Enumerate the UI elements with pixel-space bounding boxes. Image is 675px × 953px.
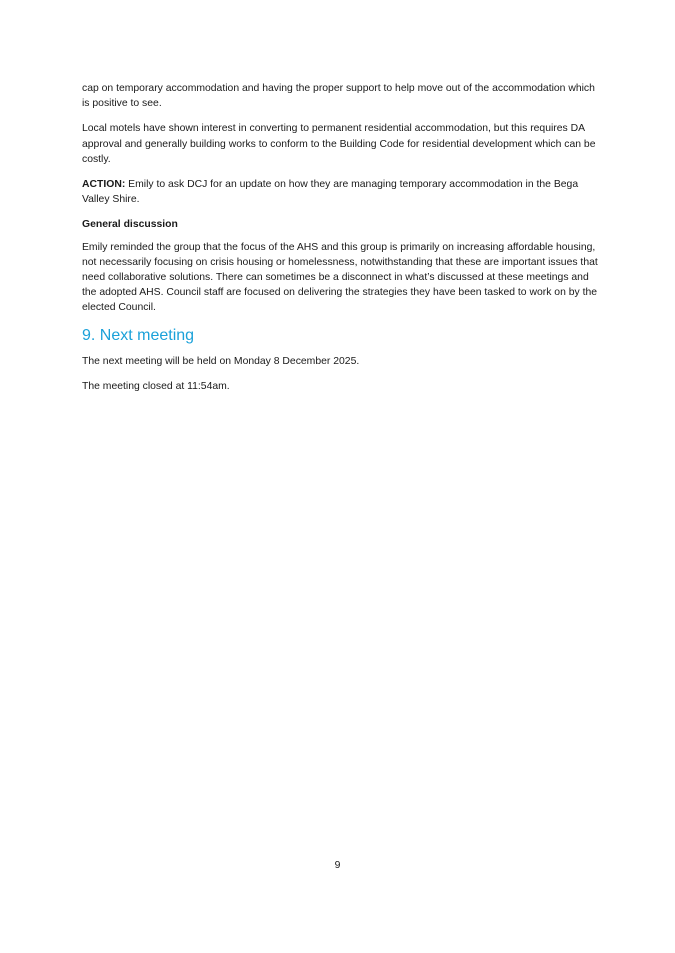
paragraph-local-motels: Local motels have shown interest in converting to permanent residential accommodation, but this requires DA approval and generally building works to conform to the Building Code for residential development which can be costly.	[82, 123, 596, 165]
page-number: 9	[334, 860, 341, 871]
paragraph-meeting-closed: The meeting closed at 11:54am.	[82, 380, 230, 392]
page-content	[82, 81, 598, 404]
paragraph-temporary-accommodation: cap on temporary accommodation and having the proper support to help move out of the accommodation which is positive to see.	[82, 83, 595, 110]
action-item	[82, 177, 598, 207]
paragraph-next-meeting-date: The next meeting will be held on Monday 8 December 2025.	[82, 355, 360, 367]
paragraph-general-discussion: Emily reminded the group that the focus of the AHS and this group is primarily on increasing affordable housing, not necessarily focusing on crisis housing or homelessness, notwithstanding that these are important issues that need collaborative solutions. There can sometimes be a disconnect in what’s discussed at these meetings and the adopted AHS. Council staff are focused on delivering the strategies they have been tasked to work on by the elected Council.	[82, 241, 598, 314]
action-text: Emily to ask DCJ for an update on how they are managing temporary accommodation in the Bega Valley Shire.	[82, 179, 579, 206]
action-label: ACTION:	[82, 179, 126, 191]
general-discussion-heading: General discussion	[82, 219, 178, 231]
next-meeting-heading: 9. Next meeting	[82, 326, 195, 344]
